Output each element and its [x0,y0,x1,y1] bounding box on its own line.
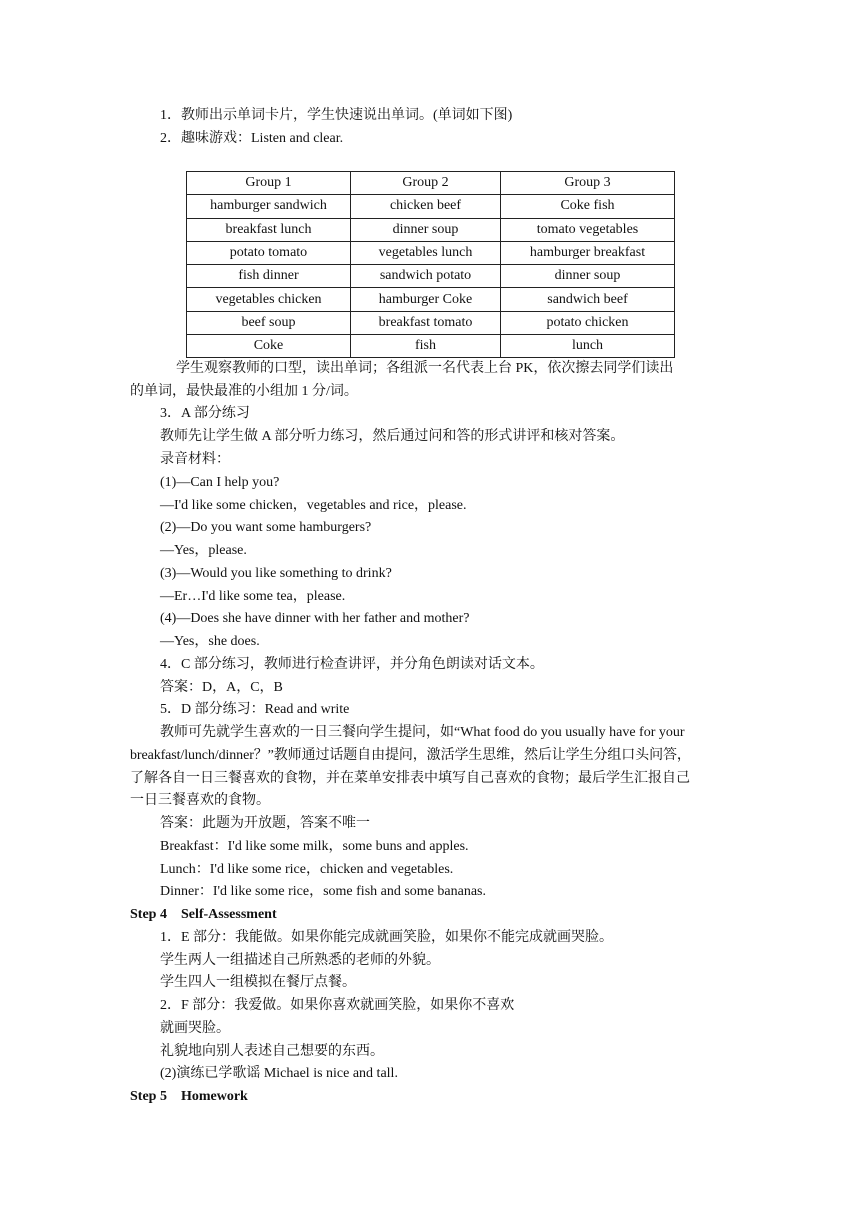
table-cell: hamburger Coke [351,288,501,311]
section-c-answer: 答案：D，A，C，B [160,680,283,695]
instruction-line-1: 1．教师出示单词卡片，学生快速说出单词。(单词如下图) [160,108,513,123]
table-cell: fish [351,335,501,358]
table-cell: vegetables lunch [351,241,501,264]
table-cell: sandwich potato [351,265,501,288]
step-4-heading: Step 4 Self-Assessment [130,907,277,922]
recording-label: 录音材料： [160,452,230,467]
answer-note: 答案：此题为开放题，答案不唯一 [160,816,370,831]
table-cell: Coke [187,335,351,358]
table-cell: hamburger sandwich [187,195,351,218]
dialogue-line: —Yes，please. [160,543,247,558]
table-cell: potato tomato [187,241,351,264]
step4-line: 礼貌地向别人表述自己想要的东西。 [160,1044,384,1059]
instruction-line-2: 2．趣味游戏：Listen and clear. [160,131,344,146]
paragraph-d-line-1: 教师可先就学生喜欢的一日三餐向学生提问，如“What food do you usually have for your [160,725,685,740]
table-row [187,288,675,311]
section-a-instruction: 教师先让学生做 A 部分听力练习，然后通过问和答的形式讲评和核对答案。 [160,429,625,444]
table-row [187,218,675,241]
paragraph-game-line-1: 学生观察教师的口型，读出单词；各组派一名代表上台 PK，依次擦去同学们读出 [176,361,674,376]
table-cell: breakfast lunch [187,218,351,241]
table-row [187,265,675,288]
table-cell: tomato vegetables [501,218,675,241]
step4-line: 2．F 部分：我爱做。如果你喜欢就画笑脸，如果你不喜欢 [160,998,515,1013]
dialogue-line: (3)—Would you like something to drink? [160,566,392,581]
word-group-table [186,171,675,358]
table-header-cell: Group 3 [501,172,675,195]
paragraph-d-line-2: breakfast/lunch/dinner？”教师通过话题自由提问，激活学生思维，然后让学生分组口头问答， [130,748,691,763]
dialogue-line: (4)—Does she have dinner with her father and mother? [160,611,470,626]
answer-breakfast: Breakfast：I'd like some milk，some buns and apples. [160,839,469,854]
paragraph-d-line-4: 一日三餐喜欢的食物。 [130,793,270,808]
table-row [187,195,675,218]
table-cell: sandwich beef [501,288,675,311]
table-cell: potato chicken [501,311,675,334]
table-cell: fish dinner [187,265,351,288]
table-cell: vegetables chicken [187,288,351,311]
table-row [187,335,675,358]
paragraph-d-line-3: 了解各自一日三餐喜欢的食物，并在菜单安排表中填写自己喜欢的食物；最后学生汇报自己 [130,771,690,786]
section-a-heading: 3．A 部分练习 [160,406,250,421]
table-row [187,311,675,334]
dialogue-line: —Er…I'd like some tea，please. [160,589,346,604]
section-c-heading: 4．C 部分练习，教师进行检查讲评，并分角色朗读对话文本。 [160,657,544,672]
paragraph-game-line-2: 的单词，最快最准的小组加 1 分/词。 [130,384,358,399]
answer-dinner: Dinner：I'd like some rice，some fish and some bananas. [160,884,486,899]
table-cell: chicken beef [351,195,501,218]
table-cell: dinner soup [501,265,675,288]
section-d-heading: 5．D 部分练习：Read and write [160,702,350,717]
table-row [187,241,675,264]
dialogue-line: —Yes，she does. [160,634,260,649]
table-cell: Coke fish [501,195,675,218]
step4-line: 学生四人一组模拟在餐厅点餐。 [160,975,356,990]
table-cell: dinner soup [351,218,501,241]
table-cell: breakfast tomato [351,311,501,334]
table-header-row [187,172,675,195]
table-cell: lunch [501,335,675,358]
dialogue-line: —I'd like some chicken，vegetables and rice，please. [160,498,467,513]
table-header-cell: Group 2 [351,172,501,195]
dialogue-line: (1)—Can I help you? [160,475,280,490]
table-cell: hamburger breakfast [501,241,675,264]
step4-line: 1．E 部分：我能做。如果你能完成就画笑脸，如果你不能完成就画哭脸。 [160,930,614,945]
table-header-cell: Group 1 [187,172,351,195]
step4-line: 就画哭脸。 [160,1021,230,1036]
step4-line: 学生两人一组描述自己所熟悉的老师的外貌。 [160,953,440,968]
dialogue-line: (2)—Do you want some hamburgers? [160,520,372,535]
step4-line: (2)演练已学歌谣 Michael is nice and tall. [160,1066,398,1081]
step-5-heading: Step 5 Homework [130,1089,248,1104]
table-cell: beef soup [187,311,351,334]
answer-lunch: Lunch：I'd like some rice，chicken and vegetables. [160,862,454,877]
